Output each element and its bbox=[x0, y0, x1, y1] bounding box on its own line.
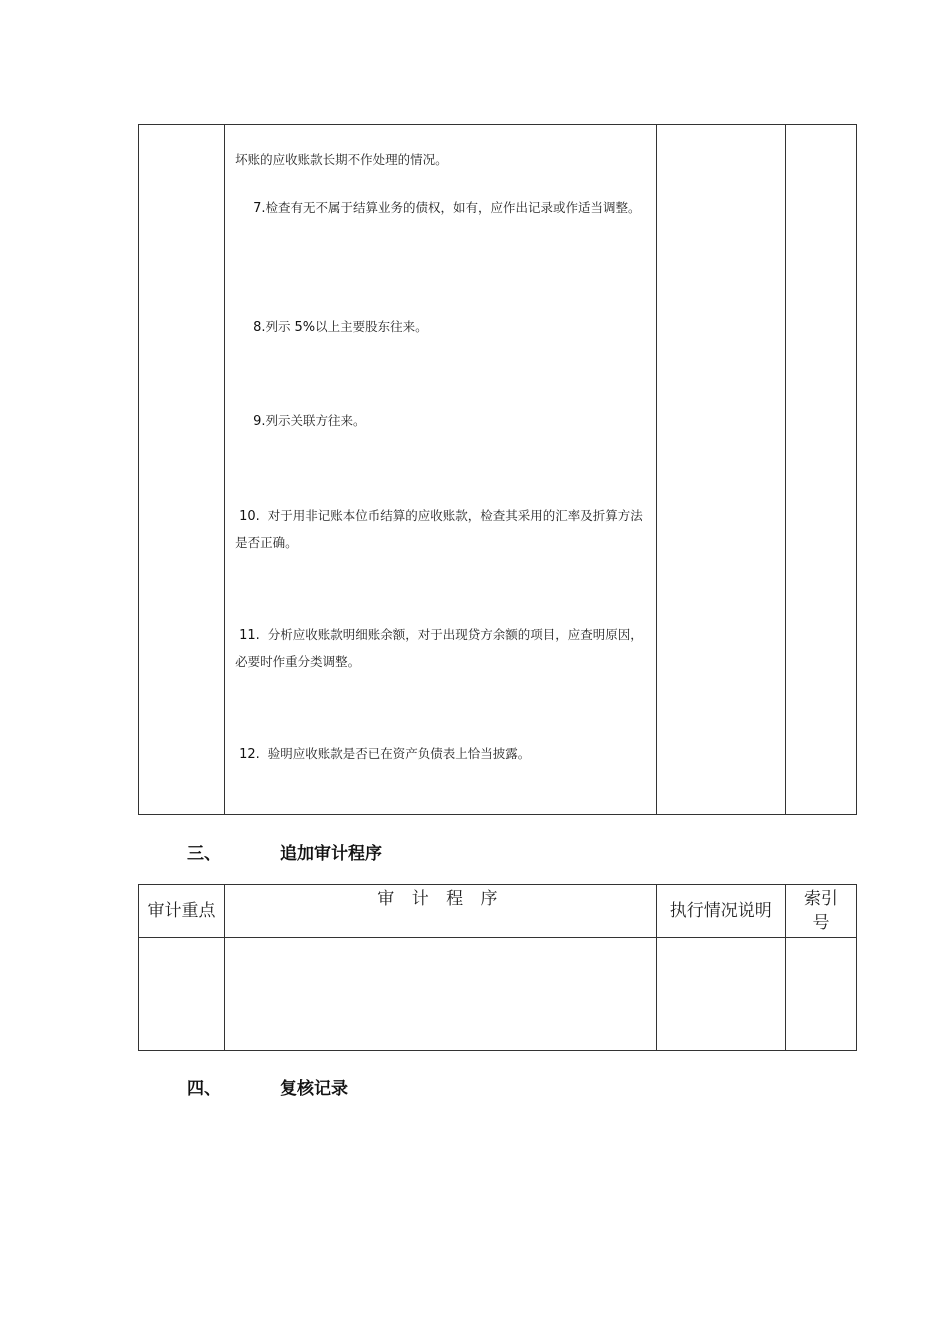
header-audit-focus: 审计重点 bbox=[139, 885, 225, 938]
section-heading-4 bbox=[187, 1074, 348, 1099]
execution-cell bbox=[656, 125, 785, 815]
procedure-text: 对于用非记账本位币结算的应收账款，检查其采用的汇率及折算方法是否正确。 bbox=[235, 508, 643, 550]
procedure-item bbox=[235, 195, 649, 222]
header-index-number: 索引号 bbox=[785, 885, 856, 938]
procedure-text: 列示关联方往来。 bbox=[265, 413, 366, 428]
header-execution-notes: 执行情况说明 bbox=[656, 885, 785, 938]
procedure-number: 12. bbox=[239, 747, 260, 762]
procedure-text: 坏账的应收账款长期不作处理的情况。 bbox=[235, 152, 448, 167]
section-number: 三、 bbox=[187, 844, 221, 864]
procedure-text: 分析应收账款明细账余额，对于出现贷方余额的项目，应查明原因，必要时作重分类调整。 bbox=[235, 627, 643, 669]
procedure-text: 验明应收账款是否已在资产负债表上恰当披露。 bbox=[267, 746, 531, 761]
audit-procedures-table bbox=[138, 124, 857, 815]
procedure-cell bbox=[225, 938, 657, 1051]
procedure-text: 以上主要股东往来。 bbox=[315, 319, 428, 334]
procedure-item bbox=[235, 314, 649, 341]
procedure-number: 7. bbox=[253, 201, 266, 216]
procedure-item bbox=[235, 147, 649, 173]
table-row bbox=[139, 938, 857, 1051]
procedure-cell bbox=[225, 125, 657, 815]
header-audit-procedure: 审 计 程 序 bbox=[225, 885, 657, 938]
procedure-number: 9. bbox=[253, 414, 266, 429]
section-number: 四、 bbox=[187, 1079, 221, 1099]
section-heading-3 bbox=[187, 839, 382, 864]
table-header-row bbox=[139, 885, 857, 938]
procedure-number: 10. bbox=[239, 509, 260, 524]
procedure-number: 11. bbox=[239, 628, 260, 643]
additional-procedures-table bbox=[138, 884, 857, 1051]
execution-cell bbox=[656, 938, 785, 1051]
procedure-item bbox=[235, 408, 649, 435]
index-cell bbox=[785, 938, 856, 1051]
procedure-text: 列示 bbox=[265, 319, 295, 334]
audit-focus-cell bbox=[139, 938, 225, 1051]
table-row bbox=[139, 125, 857, 815]
procedure-item bbox=[235, 741, 649, 768]
procedure-item bbox=[235, 622, 649, 675]
index-cell bbox=[785, 125, 856, 815]
section-title: 复核记录 bbox=[280, 1079, 348, 1099]
procedure-item bbox=[235, 503, 649, 556]
procedure-number: 8. bbox=[253, 320, 266, 335]
procedure-text: 检查有无不属于结算业务的债权，如有，应作出记录或作适当调整。 bbox=[265, 200, 641, 215]
procedure-percent: 5% bbox=[294, 320, 316, 335]
section-title: 追加审计程序 bbox=[280, 844, 382, 864]
audit-focus-cell bbox=[139, 125, 225, 815]
